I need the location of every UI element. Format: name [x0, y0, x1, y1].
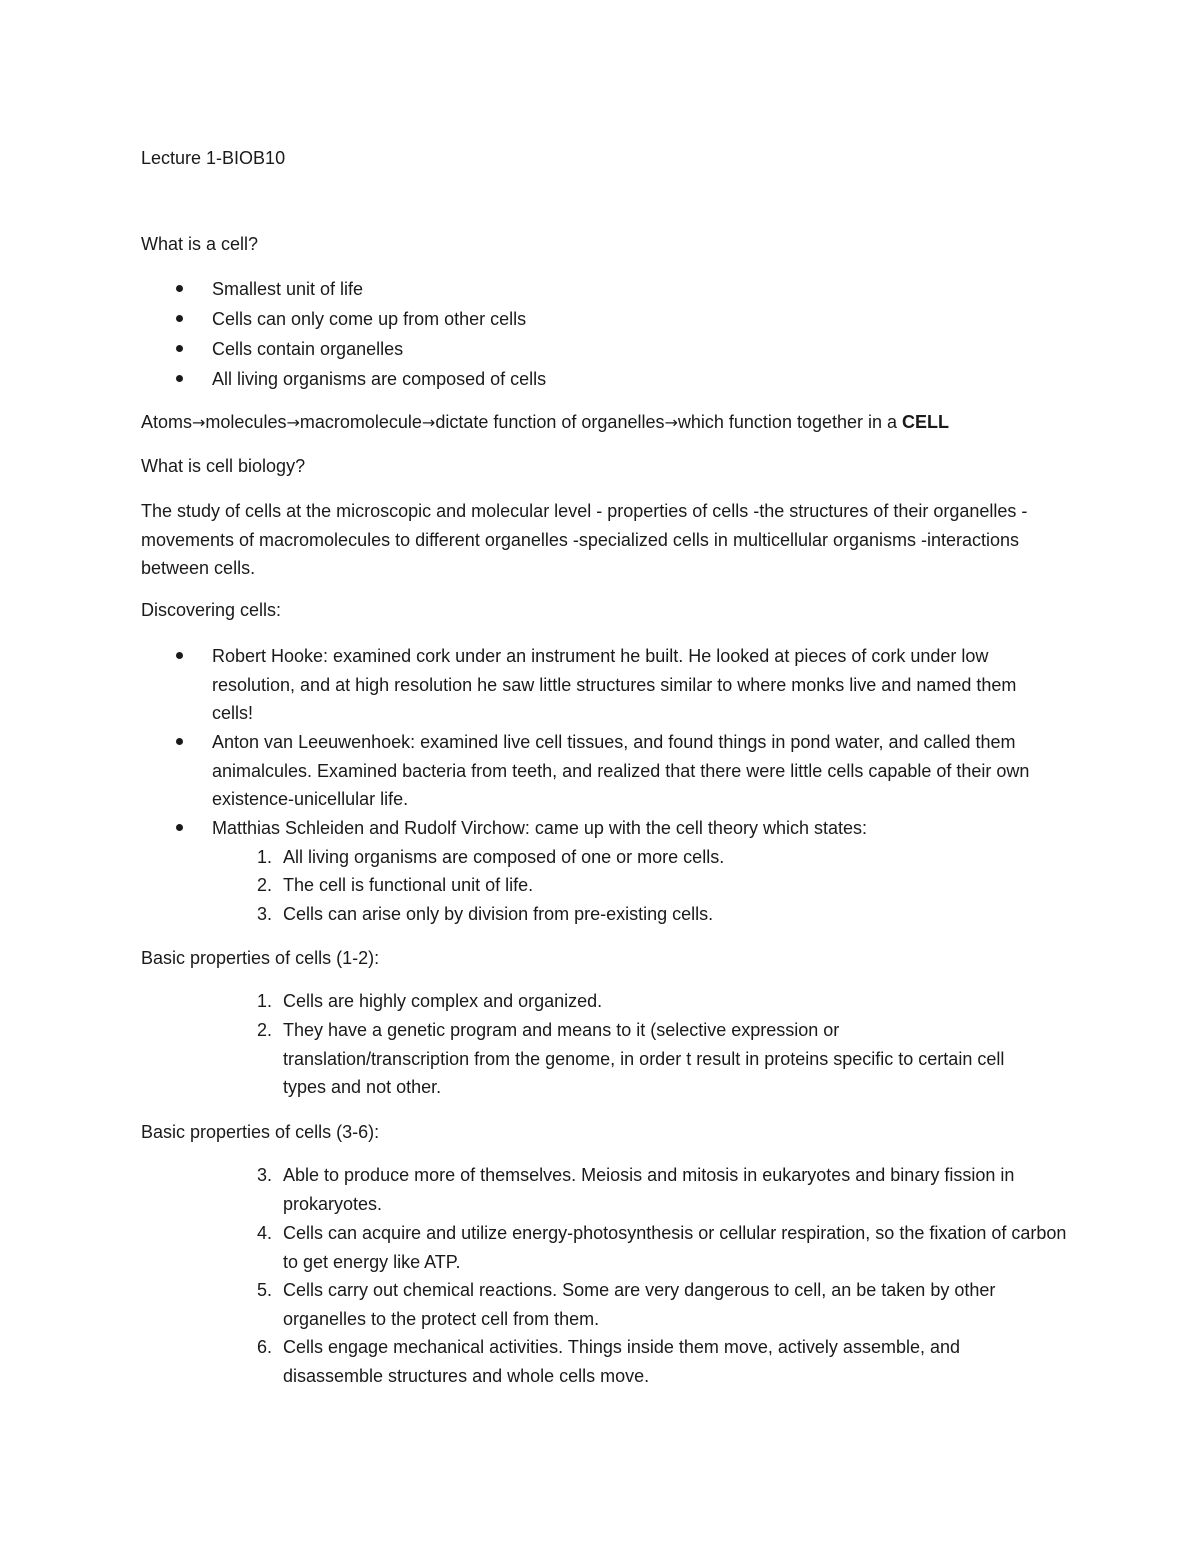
heading-what-is-cell: What is a cell?: [141, 234, 259, 254]
chain-item: dictate function of organelles: [435, 412, 665, 432]
chain-item: Atoms: [141, 412, 193, 432]
list-number: 2.: [256, 1020, 272, 1040]
list-item: Cells can acquire and utilize energy-photosynthesis or cellular respiration, so the fixation of carbon to get energy like ATP.: [283, 1223, 1067, 1272]
list-item: Cells carry out chemical reactions. Some are very dangerous to cell, an be taken by other organelles to the protect cell from them.: [283, 1280, 996, 1329]
right-arrow-icon: →: [664, 413, 678, 432]
list-number: 5.: [256, 1280, 272, 1300]
list-item: They have a genetic program and means to it (selective expression or translation/transcription from the genome, in order t result in proteins specific to certain cell types and not other.: [283, 1020, 1005, 1097]
list-number: 2.: [256, 875, 272, 895]
bullet-dot-icon: [176, 285, 183, 292]
chain-item: macromolecule: [299, 412, 422, 432]
list-item: Cells can only come up from other cells: [212, 309, 527, 329]
atoms-to-cell-chain: [141, 410, 949, 435]
list-item: Cells contain organelles: [212, 339, 404, 359]
heading-basic-properties-3-6: Basic properties of cells (3-6):: [141, 1122, 380, 1142]
list-item: Anton van Leeuwenhoek: examined live cell tissues, and found things in pond water, and called them animalcules. Examined bacteria from teeth, and realized that there were little cells capable of their own existence-unicellular life.: [212, 732, 1030, 809]
list-item: The cell is functional unit of life.: [283, 875, 534, 895]
list-item: Cells can arise only by division from pre-existing cells.: [283, 904, 714, 924]
bullet-dot-icon: [176, 315, 183, 322]
list-number: 3.: [256, 1165, 272, 1185]
chain-item: which function together in a: [677, 412, 903, 432]
chain-emphasis: CELL: [902, 412, 950, 432]
list-item: Able to produce more of themselves. Meiosis and mitosis in eukaryotes and binary fission in prokaryotes.: [283, 1165, 1015, 1214]
document-title: Lecture 1-BIOB10: [141, 148, 286, 168]
heading-cell-biology: What is cell biology?: [141, 456, 306, 476]
list-item: All living organisms are composed of one or more cells.: [283, 847, 725, 867]
heading-basic-properties-1-2: Basic properties of cells (1-2):: [141, 948, 380, 968]
bullet-dot-icon: [176, 652, 183, 659]
list-number: 6.: [256, 1337, 272, 1357]
list-item: All living organisms are composed of cells: [212, 369, 547, 389]
right-arrow-icon: →: [192, 413, 206, 432]
cell-biology-paragraph: The study of cells at the microscopic and molecular level - properties of cells -the structures of their organelles -movements of macromolecules to different organelles -specialized cells in multicellular organisms -interactions between cells.: [141, 501, 1028, 578]
list-number: 1.: [256, 847, 272, 867]
list-number: 4.: [256, 1223, 272, 1243]
right-arrow-icon: →: [421, 413, 436, 432]
bullet-dot-icon: [176, 375, 183, 382]
list-number: 3.: [256, 904, 272, 924]
list-item: Matthias Schleiden and Rudolf Virchow: came up with the cell theory which states:: [212, 818, 868, 838]
list-item: Cells are highly complex and organized.: [283, 991, 603, 1011]
list-item: Cells engage mechanical activities. Things inside them move, actively assemble, and disassemble structures and whole cells move.: [283, 1337, 961, 1386]
list-number: 1.: [256, 991, 272, 1011]
right-arrow-icon: →: [286, 413, 300, 432]
bullet-dot-icon: [176, 824, 183, 831]
bullet-dot-icon: [176, 738, 183, 745]
chain-item: molecules: [205, 412, 287, 432]
list-item: Robert Hooke: examined cork under an instrument he built. He looked at pieces of cork under low resolution, and at high resolution he saw little structures similar to where monks live and named them cells!: [212, 646, 1017, 723]
bullet-dot-icon: [176, 345, 183, 352]
heading-discovering-cells: Discovering cells:: [141, 600, 282, 620]
list-item: Smallest unit of life: [212, 279, 364, 299]
